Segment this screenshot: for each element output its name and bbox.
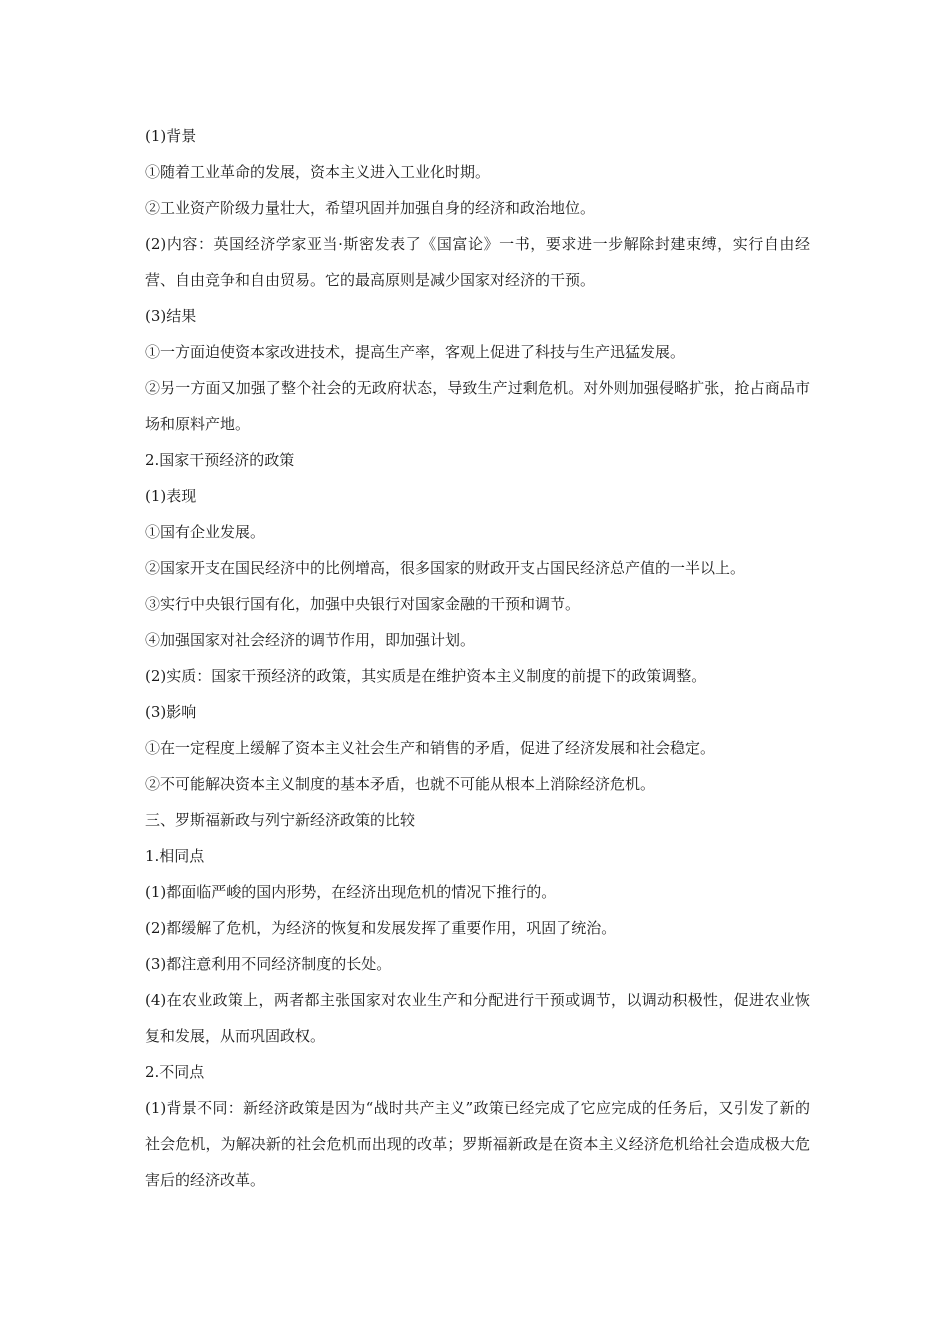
text-line: ①一方面迫使资本家改进技术，提高生产率，客观上促进了科技与生产迅猛发展。 (145, 343, 686, 361)
text-paragraph: (2)内容：英国经济学家亚当·斯密发表了《国富论》一书，要求进一步解除封建束缚，实行自由经营、自由竞争和自由贸易。它的最高原则是减少国家对经济的干预。 (145, 235, 810, 289)
text-line: ①随着工业革命的发展，资本主义进入工业化时期。 (145, 163, 491, 181)
text-line: ①国有企业发展。 (145, 523, 266, 541)
chapter-heading: 三、罗斯福新政与列宁新经济政策的比较 (145, 811, 416, 829)
text-line: ②不可能解决资本主义制度的基本矛盾，也就不可能从根本上消除经济危机。 (145, 775, 656, 793)
text-line: ①在一定程度上缓解了资本主义社会生产和销售的矛盾，促进了经济发展和社会稳定。 (145, 739, 716, 757)
document-body (145, 124, 810, 1204)
text-line: (3)都注意利用不同经济制度的长处。 (145, 955, 392, 973)
text-line: (1)都面临严峻的国内形势，在经济出现危机的情况下推行的。 (145, 883, 557, 901)
section-heading: 2.国家干预经济的政策 (145, 451, 295, 469)
heading-result: (3)结果 (145, 307, 197, 325)
text-line: ③实行中央银行国有化，加强中央银行对国家金融的干预和调节。 (145, 595, 581, 613)
text-paragraph: (1)背景不同：新经济政策是因为“战时共产主义”政策已经完成了它应完成的任务后，又引发了新的社会危机，为解决新的社会危机而出现的改革；罗斯福新政是在资本主义经济危机给社会造成极大危害后的经济改革。 (145, 1099, 810, 1189)
text-line: ②国家开支在国民经济中的比例增高，很多国家的财政开支占国民经济总产值的一半以上。 (145, 559, 746, 577)
section-heading: 1.相同点 (145, 847, 205, 865)
heading-performance: (1)表现 (145, 487, 197, 505)
text-line: (2)都缓解了危机，为经济的恢复和发展发挥了重要作用，巩固了统治。 (145, 919, 617, 937)
text-paragraph: (4)在农业政策上，两者都主张国家对农业生产和分配进行干预或调节，以调动积极性，促进农业恢复和发展，从而巩固政权。 (145, 991, 810, 1045)
text-line: ②工业资产阶级力量壮大，希望巩固并加强自身的经济和政治地位。 (145, 199, 596, 217)
text-line: (2)实质：国家干预经济的政策，其实质是在维护资本主义制度的前提下的政策调整。 (145, 667, 707, 685)
heading-background: (1)背景 (145, 127, 197, 145)
text-paragraph: ②另一方面又加强了整个社会的无政府状态，导致生产过剩危机。对外则加强侵略扩张，抢占商品市场和原料产地。 (145, 379, 810, 433)
text-line: ④加强国家对社会经济的调节作用，即加强计划。 (145, 631, 476, 649)
heading-impact: (3)影响 (145, 703, 197, 721)
section-heading: 2.不同点 (145, 1063, 205, 1081)
